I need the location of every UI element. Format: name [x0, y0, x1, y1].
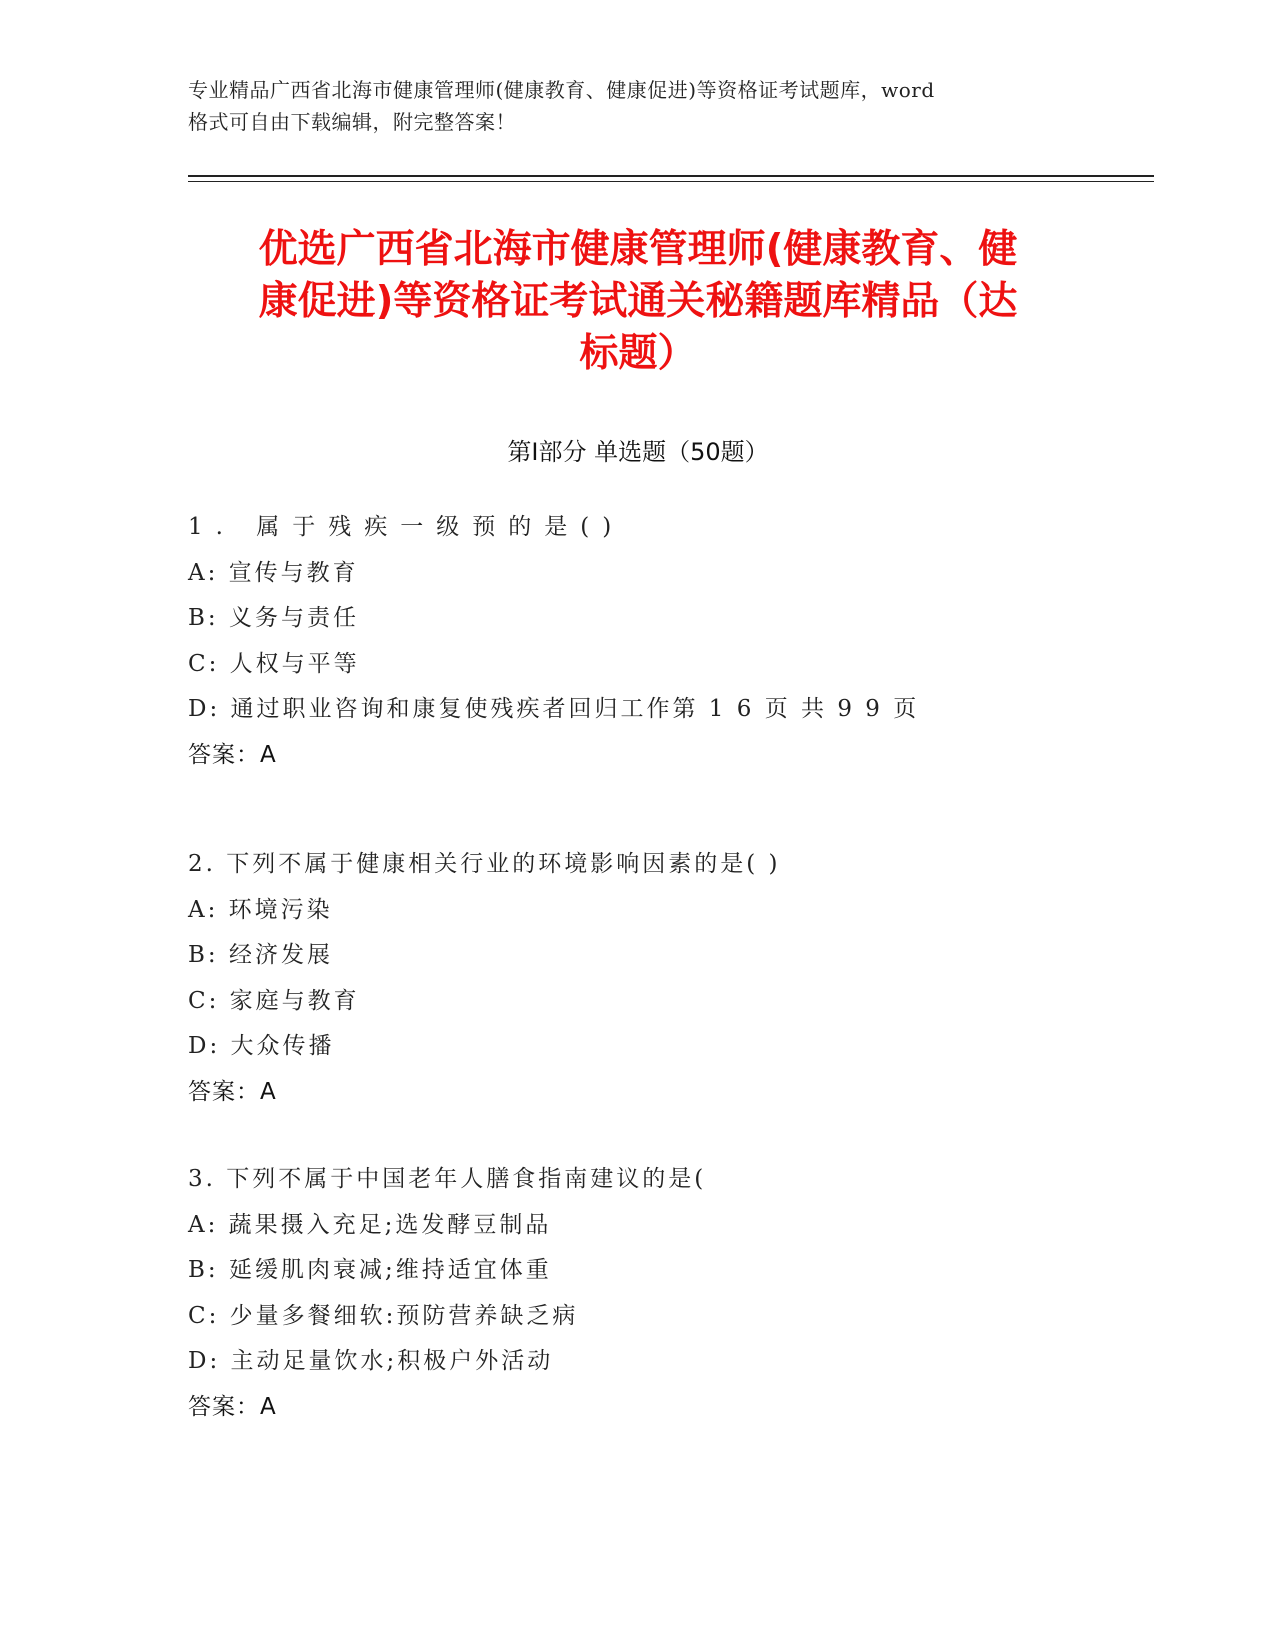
- option-c: C: 家庭与教育: [188, 987, 360, 1014]
- option-a: A: 环境污染: [188, 896, 333, 923]
- option-c: C: 人权与平等: [188, 650, 360, 677]
- question-stem: 1. 属于残疾一级预的是(): [188, 514, 625, 540]
- option-a: A: 蔬果摄入充足;选发酵豆制品: [188, 1211, 552, 1238]
- question-3: [188, 1157, 1148, 1430]
- option-b: B: 经济发展: [188, 942, 333, 968]
- question-stem: 3. 下列不属于中国老年人膳食指南建议的是(: [188, 1166, 707, 1192]
- header-note: [188, 74, 1088, 138]
- header-note-line-1: 专业精品广西省北海市健康管理师(健康教育、健康促进)等资格证考试题库，word: [188, 78, 935, 102]
- document-title-line-2: 康促进)等资格证考试通关秘籍题库精品（达: [258, 279, 1018, 324]
- option-b: B: 义务与责任: [188, 605, 359, 631]
- section-title: 第Ⅰ部分 单选题（50题）: [507, 438, 769, 466]
- option-d: D: 大众传播: [188, 1033, 335, 1059]
- document-title-line-3: 标题）: [579, 331, 697, 376]
- answer: 答案：A: [188, 1393, 277, 1420]
- header-divider-thin: [188, 181, 1154, 182]
- option-d: D: 主动足量饮水;积极户外活动: [188, 1348, 554, 1374]
- question-stem: 2. 下列不属于健康相关行业的环境影响因素的是( ): [188, 851, 781, 877]
- option-a: A: 宣传与教育: [188, 559, 359, 586]
- question-1: [188, 505, 1148, 778]
- answer: 答案：A: [188, 1078, 277, 1105]
- document-title: [188, 224, 1088, 380]
- answer: 答案：A: [188, 741, 277, 768]
- question-2: [188, 842, 1148, 1115]
- header-note-line-2: 格式可自由下载编辑，附完整答案！: [188, 110, 516, 134]
- document-title-line-1: 优选广西省北海市健康管理师(健康教育、健: [258, 227, 1018, 272]
- option-c: C: 少量多餐细软:预防营养缺乏病: [188, 1302, 579, 1329]
- option-d: D: 通过职业咨询和康复使残疾者回归工作第 1 6 页 共 9 9 页: [188, 696, 920, 722]
- header-divider-thick: [188, 175, 1154, 177]
- option-b: B: 延缓肌肉衰减;维持适宜体重: [188, 1257, 552, 1283]
